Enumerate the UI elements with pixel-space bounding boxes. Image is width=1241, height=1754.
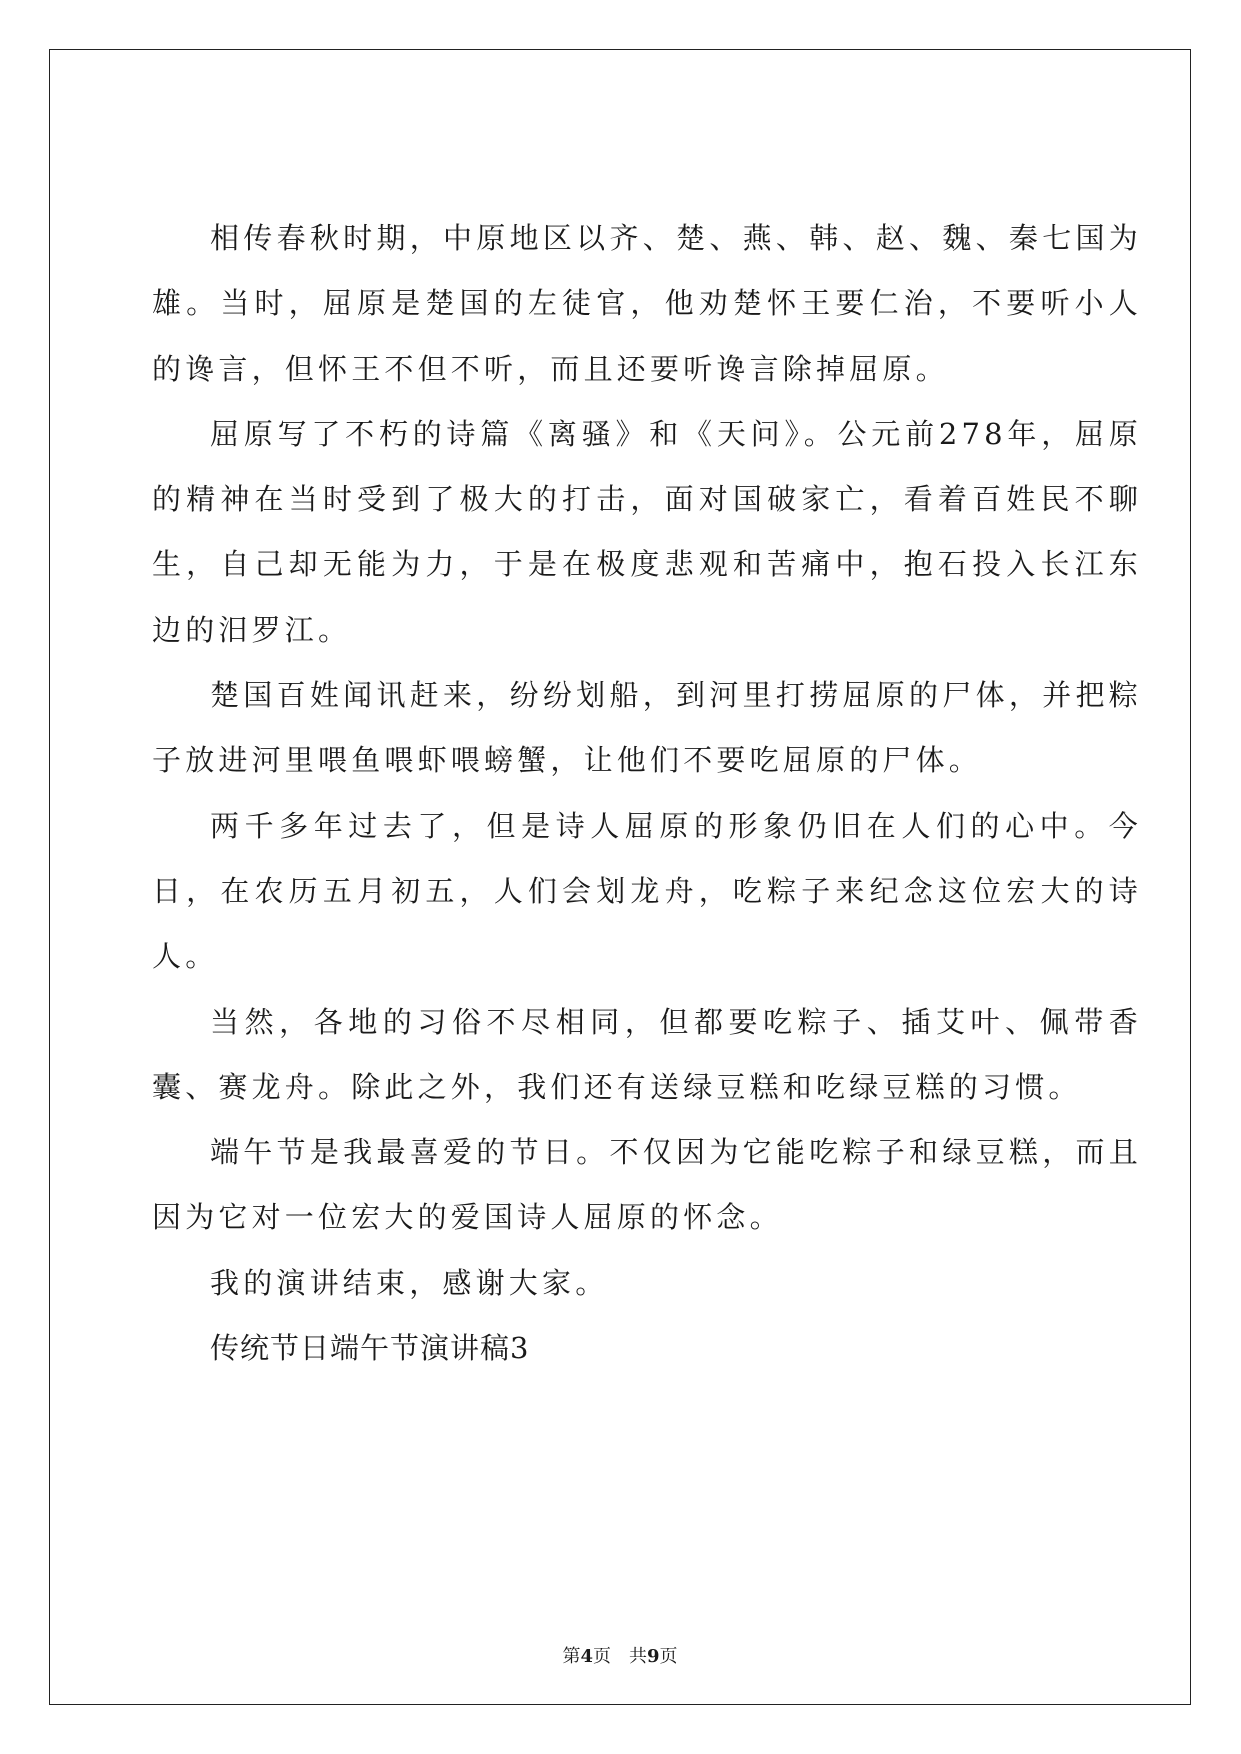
page-suffix: 页 xyxy=(593,1646,611,1667)
page-prefix: 第 xyxy=(562,1646,581,1667)
paragraph-2: 屈原写了不朽的诗篇《离骚》和《天问》。公元前278年，屈原的精神在当时受到了极大的打击，面对国破家亡，看着百姓民不聊生，自己却无能为力，于是在极度悲观和苦痛中，抱石投入长江东边的汨罗江。 xyxy=(152,416,1142,647)
paragraph-4: 两千多年过去了，但是诗人屈原的形象仍旧在人们的心中。今日，在农历五月初五，人们会划龙舟，吃粽子来纪念这位宏大的诗人。 xyxy=(152,808,1142,974)
page-number: 4 xyxy=(580,1646,593,1667)
total-pages: 9 xyxy=(647,1646,660,1667)
total-prefix: 共 xyxy=(629,1646,647,1667)
paragraph-6: 端午节是我最喜爱的节日。不仅因为它能吃粽子和绿豆糕，而且因为它对一位宏大的爱国诗人屈原的怀念。 xyxy=(152,1135,1142,1235)
page-frame xyxy=(49,49,1191,1705)
next-section-title: 传统节日端午节演讲稿3 xyxy=(210,1331,530,1366)
paragraph-7: 我的演讲结束，感谢大家。 xyxy=(210,1265,609,1300)
paragraph-5: 当然，各地的习俗不尽相同，但都要吃粽子、插艾叶、佩带香囊、赛龙舟。除此之外，我们还有送绿豆糕和吃绿豆糕的习惯。 xyxy=(152,1004,1142,1104)
total-suffix: 页 xyxy=(659,1646,678,1667)
document-body xyxy=(152,206,1142,1381)
paragraph-1: 相传春秋时期，中原地区以齐、楚、燕、韩、赵、魏、秦七国为雄。当时，屈原是楚国的左徒官，他劝楚怀王要仁治，不要听小人的谗言，但怀王不但不听，而且还要听谗言除掉屈原。 xyxy=(152,221,1142,386)
paragraph-3: 楚国百姓闻讯赶来，纷纷划船，到河里打捞屈原的尸体，并把粽子放进河里喂鱼喂虾喂螃蟹，让他们不要吃屈原的尸体。 xyxy=(152,678,1142,778)
page-footer xyxy=(50,1642,1190,1668)
